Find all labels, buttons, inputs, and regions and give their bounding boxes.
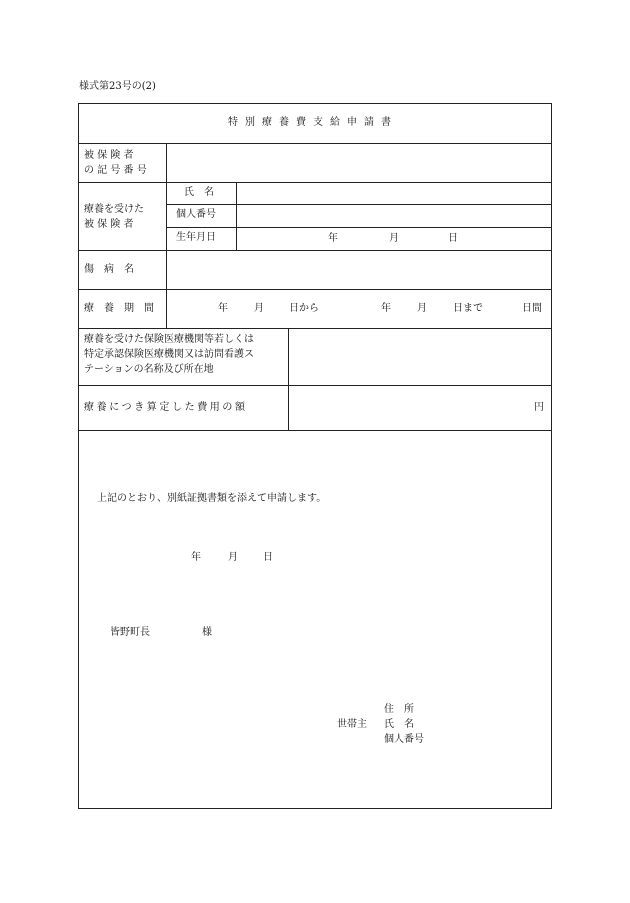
- recipient-individual-number-field[interactable]: [237, 205, 551, 227]
- treatment-period-field[interactable]: [167, 290, 551, 328]
- calculated-cost-field[interactable]: [289, 386, 551, 430]
- injury-name-label: 傷 病 名: [84, 264, 134, 275]
- date-year-unit: 年: [191, 552, 201, 563]
- applicant-individual-number-label: 個人番号: [384, 734, 424, 745]
- addressee-name: 皆野町長: [110, 627, 150, 638]
- treatment-period-label: 療 養 期 間: [84, 303, 154, 314]
- period-from-day-unit: 日から: [289, 303, 319, 314]
- insured-number-label-line-2: の 記 号 番 号: [84, 165, 147, 176]
- birth-date-label: 生年月日: [176, 232, 216, 243]
- applicant-name-label: 氏 名: [384, 719, 414, 730]
- insured-number-label-line-1: 被 保 険 者: [84, 150, 134, 161]
- addressee-honorific: 様: [202, 627, 212, 638]
- cost-yen-unit: 円: [534, 402, 544, 413]
- applicant-role: 世帯主: [337, 719, 367, 730]
- insured-number-field[interactable]: [167, 144, 551, 182]
- birth-day-unit: 日: [448, 233, 458, 244]
- rule-cost: [79, 430, 551, 431]
- date-month-unit: 月: [228, 552, 238, 563]
- institution-label-line-1: 療養を受けた保険医療機関等若しくは: [84, 334, 254, 345]
- period-days-unit: 日間: [522, 303, 542, 314]
- period-to-month-unit: 月: [417, 303, 427, 314]
- calculated-cost-label: 療養につき算定した費用の額: [84, 402, 248, 413]
- birth-year-unit: 年: [328, 233, 338, 244]
- declaration-text: 上記のとおり、別紙証拠書類を添えて申請します。: [97, 493, 327, 504]
- birth-month-unit: 月: [389, 233, 399, 244]
- period-from-month-unit: 月: [254, 303, 264, 314]
- recipient-label-line-2: 被 保 険 者: [84, 219, 134, 230]
- recipient-name-field[interactable]: [237, 183, 551, 204]
- period-to-year-unit: 年: [381, 303, 391, 314]
- individual-number-label: 個人番号: [176, 209, 216, 220]
- applicant-address-label: 住 所: [384, 704, 414, 715]
- period-from-year-unit: 年: [218, 303, 228, 314]
- name-label: 氏 名: [184, 187, 214, 198]
- institution-label-line-3: テーションの名称及び所在地: [84, 364, 214, 375]
- recipient-label-line-1: 療養を受けた: [84, 204, 144, 215]
- form-number: 様式第23号の(2): [79, 81, 156, 92]
- institution-field[interactable]: [289, 329, 551, 385]
- institution-label-line-2: 特定承認保険医療機関又は訪問看護ス: [84, 349, 254, 360]
- application-form: [78, 103, 552, 809]
- injury-name-field[interactable]: [167, 251, 551, 289]
- form-title: 特別療養費支給申請書: [228, 117, 398, 128]
- period-to-day-unit: 日まで: [453, 303, 483, 314]
- date-day-unit: 日: [263, 552, 273, 563]
